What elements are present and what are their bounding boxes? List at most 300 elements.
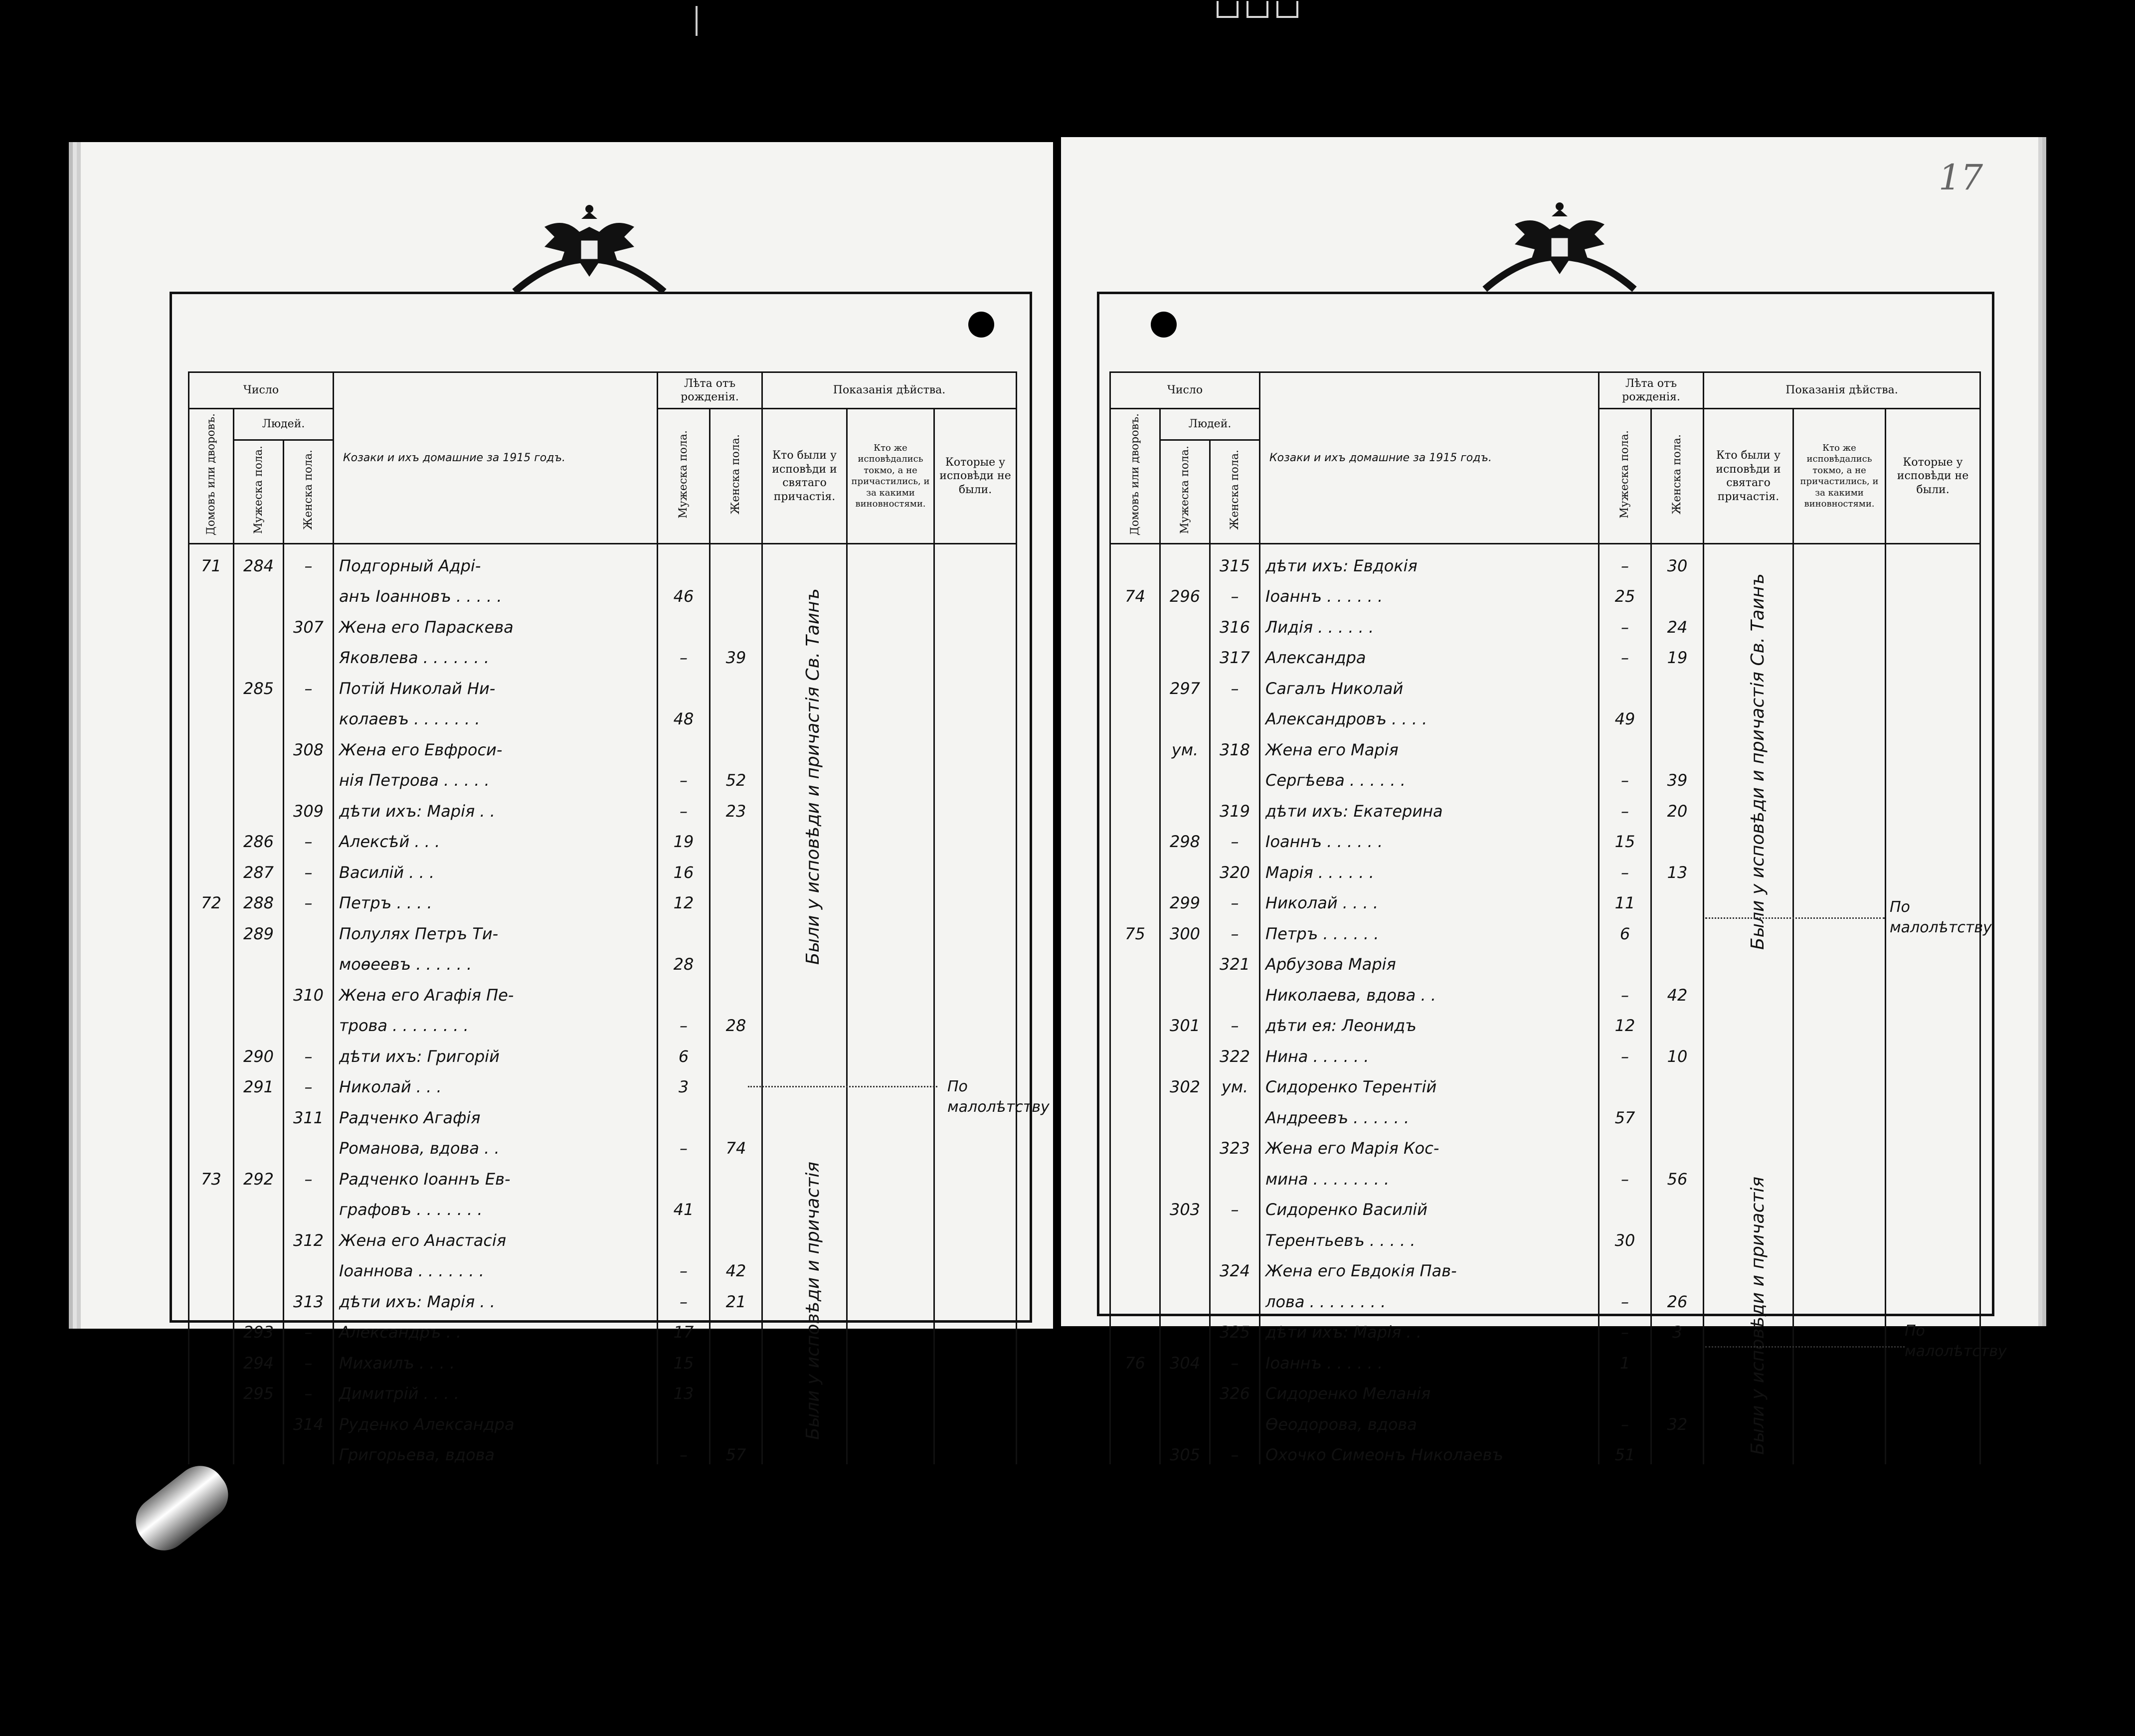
confessed-only-cell (1793, 882, 1886, 913)
person-entry: Александра (1260, 637, 1599, 668)
register-row (1110, 790, 1980, 821)
confessed-communed-cell (762, 1096, 847, 1127)
person-entry: Николай . . . . (1260, 882, 1599, 913)
register-row (189, 606, 1017, 637)
confessed-only-header: Кто же исповѣдались токмо, а не причастились, и за какими виновностями. (847, 409, 934, 544)
female-number (284, 759, 334, 790)
confessed-only-cell (1793, 637, 1886, 668)
register-row (1110, 637, 1980, 668)
confessed-only-cell (847, 1005, 934, 1036)
confessed-only-cell (1793, 1189, 1886, 1219)
age-male: 25 (1599, 575, 1651, 606)
confessed-only-cell (1793, 606, 1886, 637)
person-entry: Петръ . . . . . . (1260, 912, 1599, 943)
household-number (189, 606, 234, 637)
register-row (1110, 1311, 1980, 1342)
age-female (710, 606, 762, 637)
female-number: 315 (1210, 544, 1260, 575)
person-entry: Марія . . . . . . (1260, 851, 1599, 882)
confessed-only-cell (1793, 1005, 1886, 1036)
male-number: 289 (234, 912, 284, 943)
confessed-only-cell (847, 912, 934, 943)
person-entry: нія Петрова . . . . . (334, 759, 658, 790)
age-female: 30 (1651, 544, 1704, 575)
household-number (189, 728, 234, 759)
age-female: 56 (1651, 1158, 1704, 1189)
female-number (284, 637, 334, 668)
age-male (658, 1403, 710, 1434)
female-number (284, 1250, 334, 1281)
age-female (710, 1219, 762, 1250)
household-number (1110, 1250, 1160, 1281)
age-male: – (1599, 637, 1651, 668)
confessed-only-cell (1793, 974, 1886, 1005)
age-female (1651, 1096, 1704, 1127)
not-confessed-cell (1886, 943, 1980, 974)
male-number (1160, 1158, 1210, 1189)
age-female (1651, 667, 1704, 698)
person-entry: Алексѣй . . . (334, 821, 658, 852)
age-male: 17 (658, 1311, 710, 1342)
not-confessed-cell (934, 637, 1017, 668)
male-number (1160, 1373, 1210, 1403)
person-entry: Василій . . . (334, 851, 658, 882)
female-number: 319 (1210, 790, 1260, 821)
household-number (1110, 1035, 1160, 1066)
age-female: 10 (1651, 1035, 1704, 1066)
not-confessed-cell (934, 1373, 1017, 1403)
person-entry: Жена его Анастасія (334, 1219, 658, 1250)
female-number: ум. (1210, 1066, 1260, 1097)
age-male (1599, 1250, 1651, 1281)
not-confessed-cell (934, 1280, 1017, 1311)
person-entry: дѣти ихъ: Григорій (334, 1035, 658, 1066)
age-male: 48 (658, 698, 710, 729)
person-entry: дѣти ея: Леонидъ (1260, 1005, 1599, 1036)
register-row (189, 821, 1017, 852)
male-number (234, 943, 284, 974)
person-entry: дѣти ихъ: Марія . . (334, 1280, 658, 1311)
male-number (234, 759, 284, 790)
confessed-only-cell (1793, 1373, 1886, 1403)
person-entry: Іоаннъ . . . . . . (1260, 1342, 1599, 1373)
person-entry: Охочко Симеонъ Николаевъ (1260, 1434, 1599, 1465)
female-number: – (1210, 821, 1260, 852)
person-entry: колаевъ . . . . . . . (334, 698, 658, 729)
female-number (1210, 974, 1260, 1005)
person-entry: трова . . . . . . . . (334, 1005, 658, 1036)
confessed-only-cell (847, 1280, 934, 1311)
register-row (1110, 1127, 1980, 1158)
confessed-only-cell (847, 974, 934, 1005)
confessed-only-cell (847, 1403, 934, 1434)
male-number (234, 698, 284, 729)
household-number (1110, 1005, 1160, 1036)
age-male: – (1599, 1158, 1651, 1189)
age-female (1651, 1219, 1704, 1250)
age-female (710, 1342, 762, 1373)
age-female: 20 (1651, 790, 1704, 821)
register-row (189, 882, 1017, 913)
age-female (1651, 912, 1704, 943)
age-female (1651, 943, 1704, 974)
female-number: 321 (1210, 943, 1260, 974)
register-row (1110, 1189, 1980, 1219)
household-number (189, 1280, 234, 1311)
register-title-right: Козаки и ихъ домашние за 1915 годъ. (1260, 372, 1599, 544)
register-row (1110, 943, 1980, 974)
female-number: 322 (1210, 1035, 1260, 1066)
female-number: 313 (284, 1280, 334, 1311)
confessed-only-cell (847, 821, 934, 852)
register-row (1110, 1373, 1980, 1403)
household-number (189, 1373, 234, 1403)
register-row (189, 1035, 1017, 1066)
households-header: Домовъ или дворовъ. (204, 413, 217, 535)
person-entry: графовъ . . . . . . . (334, 1189, 658, 1219)
household-number (189, 575, 234, 606)
age-male: 13 (658, 1373, 710, 1403)
age-male: – (1599, 1035, 1651, 1066)
number-header: Число (189, 372, 334, 409)
male-number (234, 1219, 284, 1250)
age-male: – (658, 790, 710, 821)
household-number (189, 1096, 234, 1127)
female-number (284, 575, 334, 606)
female-number: – (284, 1035, 334, 1066)
female-number: – (284, 1342, 334, 1373)
register-row (189, 1189, 1017, 1219)
age-male: 16 (658, 851, 710, 882)
register-row (189, 667, 1017, 698)
female-number: 314 (284, 1403, 334, 1434)
people-header-right: Людей. (1160, 409, 1260, 440)
female-number (284, 943, 334, 974)
household-number (189, 1035, 234, 1066)
age-female (1651, 1342, 1704, 1373)
female-number: 326 (1210, 1373, 1260, 1403)
age-female: 21 (710, 1280, 762, 1311)
right-remark-dots-2 (1705, 1346, 1905, 1348)
age-male: – (658, 1127, 710, 1158)
confessed-only-cell (847, 575, 934, 606)
not-confessed-cell (1886, 790, 1980, 821)
register-row (1110, 544, 1980, 575)
household-number (189, 1005, 234, 1036)
register-row (1110, 1005, 1980, 1036)
register-row (1110, 974, 1980, 1005)
household-number (189, 1189, 234, 1219)
age-male: – (658, 637, 710, 668)
confessed-only-cell (1793, 790, 1886, 821)
age-male: 6 (658, 1035, 710, 1066)
female-number: – (284, 821, 334, 852)
age-male: 51 (1599, 1434, 1651, 1465)
not-confessed-cell (1886, 1127, 1980, 1158)
person-entry: Сидоренко Терентій (1260, 1066, 1599, 1097)
register-title: Козаки и ихъ домашние за 1915 годъ. (334, 372, 658, 544)
register-row (189, 575, 1017, 606)
household-number (189, 974, 234, 1005)
confessed-only-cell (847, 882, 934, 913)
not-confessed-cell (1886, 1189, 1980, 1219)
confessed-only-cell (847, 1127, 934, 1158)
register-row (189, 759, 1017, 790)
age-female (710, 728, 762, 759)
household-number (189, 637, 234, 668)
confessed-only-cell (847, 1066, 934, 1097)
not-confessed-cell (1886, 637, 1980, 668)
confessed-only-header-right: Кто же исповѣдались токмо, а не причастились, и за какими виновностями. (1793, 409, 1886, 544)
not-confessed-cell (934, 1434, 1017, 1465)
not-confessed-cell (1886, 728, 1980, 759)
not-confessed-cell (934, 1250, 1017, 1281)
confessed-only-cell (847, 1434, 934, 1465)
age-male (658, 544, 710, 575)
not-confessed-cell (1886, 544, 1980, 575)
register-row (189, 1280, 1017, 1311)
household-number (189, 759, 234, 790)
male-number: 305 (1160, 1434, 1210, 1465)
confessed-communed-cell (1704, 1035, 1793, 1066)
female-number: – (1210, 1005, 1260, 1036)
person-entry: Андреевъ . . . . . . (1260, 1096, 1599, 1127)
confessed-communed-header-right: Кто были у исповѣди и святаго причастія. (1704, 409, 1793, 544)
register-row (189, 1066, 1017, 1097)
not-confessed-cell (1886, 1035, 1980, 1066)
female-number: 311 (284, 1096, 334, 1127)
right-confession-note-upper: Были у исповѣди и причастія Св. Таинъ (1748, 573, 1768, 950)
scanner-roller (126, 1456, 238, 1561)
not-confessed-cell (934, 698, 1017, 729)
age-male: 30 (1599, 1219, 1651, 1250)
register-row (189, 943, 1017, 974)
age-male-header-right: Мужеска пола. (1618, 430, 1631, 519)
female-number: – (1210, 575, 1260, 606)
person-entry: моѳеевъ . . . . . . (334, 943, 658, 974)
household-number (1110, 667, 1160, 698)
left-confession-note-upper: Были у исповѣди и причастія Св. Таинъ (803, 588, 823, 965)
male-number: 301 (1160, 1005, 1210, 1036)
register-row (189, 1373, 1017, 1403)
household-number (189, 667, 234, 698)
female-number: – (284, 1311, 334, 1342)
not-confessed-cell (934, 912, 1017, 943)
confessed-only-cell (1793, 1219, 1886, 1250)
male-header: Мужеска пола. (252, 446, 265, 534)
not-confessed-cell (1886, 1096, 1980, 1127)
age-male: – (658, 1280, 710, 1311)
not-confessed-cell (934, 1158, 1017, 1189)
person-entry: Ѳеодорова, вдова (1260, 1403, 1599, 1434)
household-number (1110, 1096, 1160, 1127)
household-number: 74 (1110, 575, 1160, 606)
male-number: 304 (1160, 1342, 1210, 1373)
age-male: – (658, 1005, 710, 1036)
male-number (234, 1280, 284, 1311)
person-entry: Сидоренко Меланія (1260, 1373, 1599, 1403)
female-number: 318 (1210, 728, 1260, 759)
female-number: 325 (1210, 1311, 1260, 1342)
household-number (1110, 1311, 1160, 1342)
confessed-only-cell (847, 728, 934, 759)
not-confessed-cell (1886, 1403, 1980, 1434)
age-female: 32 (1651, 1403, 1704, 1434)
household-number (1110, 943, 1160, 974)
age-male: – (1599, 606, 1651, 637)
male-number (234, 790, 284, 821)
age-male: 41 (658, 1189, 710, 1219)
male-number: 296 (1160, 575, 1210, 606)
confessed-only-cell (1793, 1280, 1886, 1311)
female-number (1210, 1219, 1260, 1250)
female-number (1210, 1403, 1260, 1434)
age-female (1651, 1434, 1704, 1465)
confessed-only-cell (847, 1250, 934, 1281)
household-number (189, 1066, 234, 1097)
male-number (1160, 974, 1210, 1005)
households-header-right: Домовъ или дворовъ. (1128, 413, 1141, 535)
female-number: – (1210, 1189, 1260, 1219)
left-register-table (188, 371, 1017, 1464)
not-confessed-cell (934, 544, 1017, 575)
female-number: – (284, 851, 334, 882)
not-confessed-cell (934, 1189, 1017, 1219)
household-number (189, 1434, 234, 1465)
register-row (1110, 882, 1980, 913)
not-confessed-cell (934, 821, 1017, 852)
not-confessed-cell (1886, 1158, 1980, 1189)
person-entry: анъ Іоанновъ . . . . . (334, 575, 658, 606)
confessed-only-cell (847, 1035, 934, 1066)
register-row (1110, 851, 1980, 882)
age-male: – (1599, 1311, 1651, 1342)
person-entry: дѣти ихъ: Екатерина (1260, 790, 1599, 821)
not-confessed-cell (1886, 1434, 1980, 1465)
confessed-only-cell (847, 698, 934, 729)
age-female: 24 (1651, 606, 1704, 637)
female-number: – (284, 1158, 334, 1189)
register-row (189, 1250, 1017, 1281)
register-row (189, 1342, 1017, 1373)
household-number: 72 (189, 882, 234, 913)
male-number (1160, 1035, 1210, 1066)
not-confessed-cell (934, 1005, 1017, 1036)
age-male: – (1599, 1403, 1651, 1434)
person-entry: Руденко Александра (334, 1403, 658, 1434)
register-row (1110, 821, 1980, 852)
age-female (1651, 698, 1704, 729)
not-confessed-header-right: Которые у исповѣди не были. (1886, 409, 1980, 544)
right-remark-minors-2: По малолѣтству (1905, 1322, 2007, 1360)
person-entry: Жена его Марія (1260, 728, 1599, 759)
register-row (1110, 1280, 1980, 1311)
household-number: 76 (1110, 1342, 1160, 1373)
confessed-only-cell (1793, 575, 1886, 606)
register-row (1110, 1403, 1980, 1434)
age-female: 39 (710, 637, 762, 668)
female-number (284, 1127, 334, 1158)
confessed-only-cell (1793, 1158, 1886, 1189)
female-header-right: Женска пола. (1228, 450, 1241, 530)
female-number: – (1210, 1342, 1260, 1373)
household-number (1110, 1189, 1160, 1219)
male-number: ум. (1160, 728, 1210, 759)
age-male (1599, 1066, 1651, 1097)
female-number: – (284, 882, 334, 913)
folio-number: 17 (1939, 157, 1983, 198)
action-header-right: Показанія дѣйства. (1704, 372, 1980, 409)
age-male: – (1599, 851, 1651, 882)
person-entry: Александровъ . . . . (1260, 698, 1599, 729)
age-male-header: Мужеска пола. (677, 430, 690, 519)
age-male: – (658, 1250, 710, 1281)
not-confessed-cell (1886, 1280, 1980, 1311)
confessed-only-cell (1793, 1434, 1886, 1465)
person-entry: мина . . . . . . . . (1260, 1158, 1599, 1189)
register-row (189, 1096, 1017, 1127)
not-confessed-cell (934, 759, 1017, 790)
person-entry: Романова, вдова . . (334, 1127, 658, 1158)
person-entry: Жена его Евфроси- (334, 728, 658, 759)
not-confessed-cell (1886, 1005, 1980, 1036)
confessed-communed-cell (762, 1035, 847, 1066)
age-female (1651, 1373, 1704, 1403)
register-row (1110, 1066, 1980, 1097)
age-female (1651, 1250, 1704, 1281)
not-confessed-cell (934, 728, 1017, 759)
person-entry: Жена его Евдокія Пав- (1260, 1250, 1599, 1281)
confessed-only-cell (1793, 1311, 1886, 1342)
female-number: – (284, 667, 334, 698)
register-row (189, 851, 1017, 882)
age-female: 19 (1651, 637, 1704, 668)
male-number: 303 (1160, 1189, 1210, 1219)
age-male (1599, 943, 1651, 974)
confessed-only-cell (1793, 1403, 1886, 1434)
household-number: 75 (1110, 912, 1160, 943)
left-confession-note-lower: Были у исповѣди и причастія (803, 1162, 823, 1440)
household-number (189, 790, 234, 821)
female-number: 308 (284, 728, 334, 759)
person-entry: Жена его Агафія Пе- (334, 974, 658, 1005)
person-entry: Іоаннъ . . . . . . (1260, 821, 1599, 852)
male-number (1160, 1127, 1210, 1158)
age-male: 12 (1599, 1005, 1651, 1036)
confessed-communed-header: Кто были у исповѣди и святаго причастія. (762, 409, 847, 544)
register-row (1110, 759, 1980, 790)
male-number (234, 1096, 284, 1127)
register-row (189, 698, 1017, 729)
register-row (189, 544, 1017, 575)
female-number (1210, 1096, 1260, 1127)
person-entry: Терентьевъ . . . . . (1260, 1219, 1599, 1250)
register-row (1110, 575, 1980, 606)
age-male (658, 667, 710, 698)
confessed-only-cell (847, 943, 934, 974)
person-entry: дѣти ихъ: Евдокія (1260, 544, 1599, 575)
action-header: Показанія дѣйства. (762, 372, 1017, 409)
male-number (234, 575, 284, 606)
person-entry: Александръ . . (334, 1311, 658, 1342)
confessed-only-cell (1793, 1035, 1886, 1066)
male-number: 292 (234, 1158, 284, 1189)
confessed-only-cell (847, 790, 934, 821)
male-number (1160, 790, 1210, 821)
register-row (189, 1219, 1017, 1250)
household-number (189, 821, 234, 852)
confessed-only-cell (847, 1158, 934, 1189)
